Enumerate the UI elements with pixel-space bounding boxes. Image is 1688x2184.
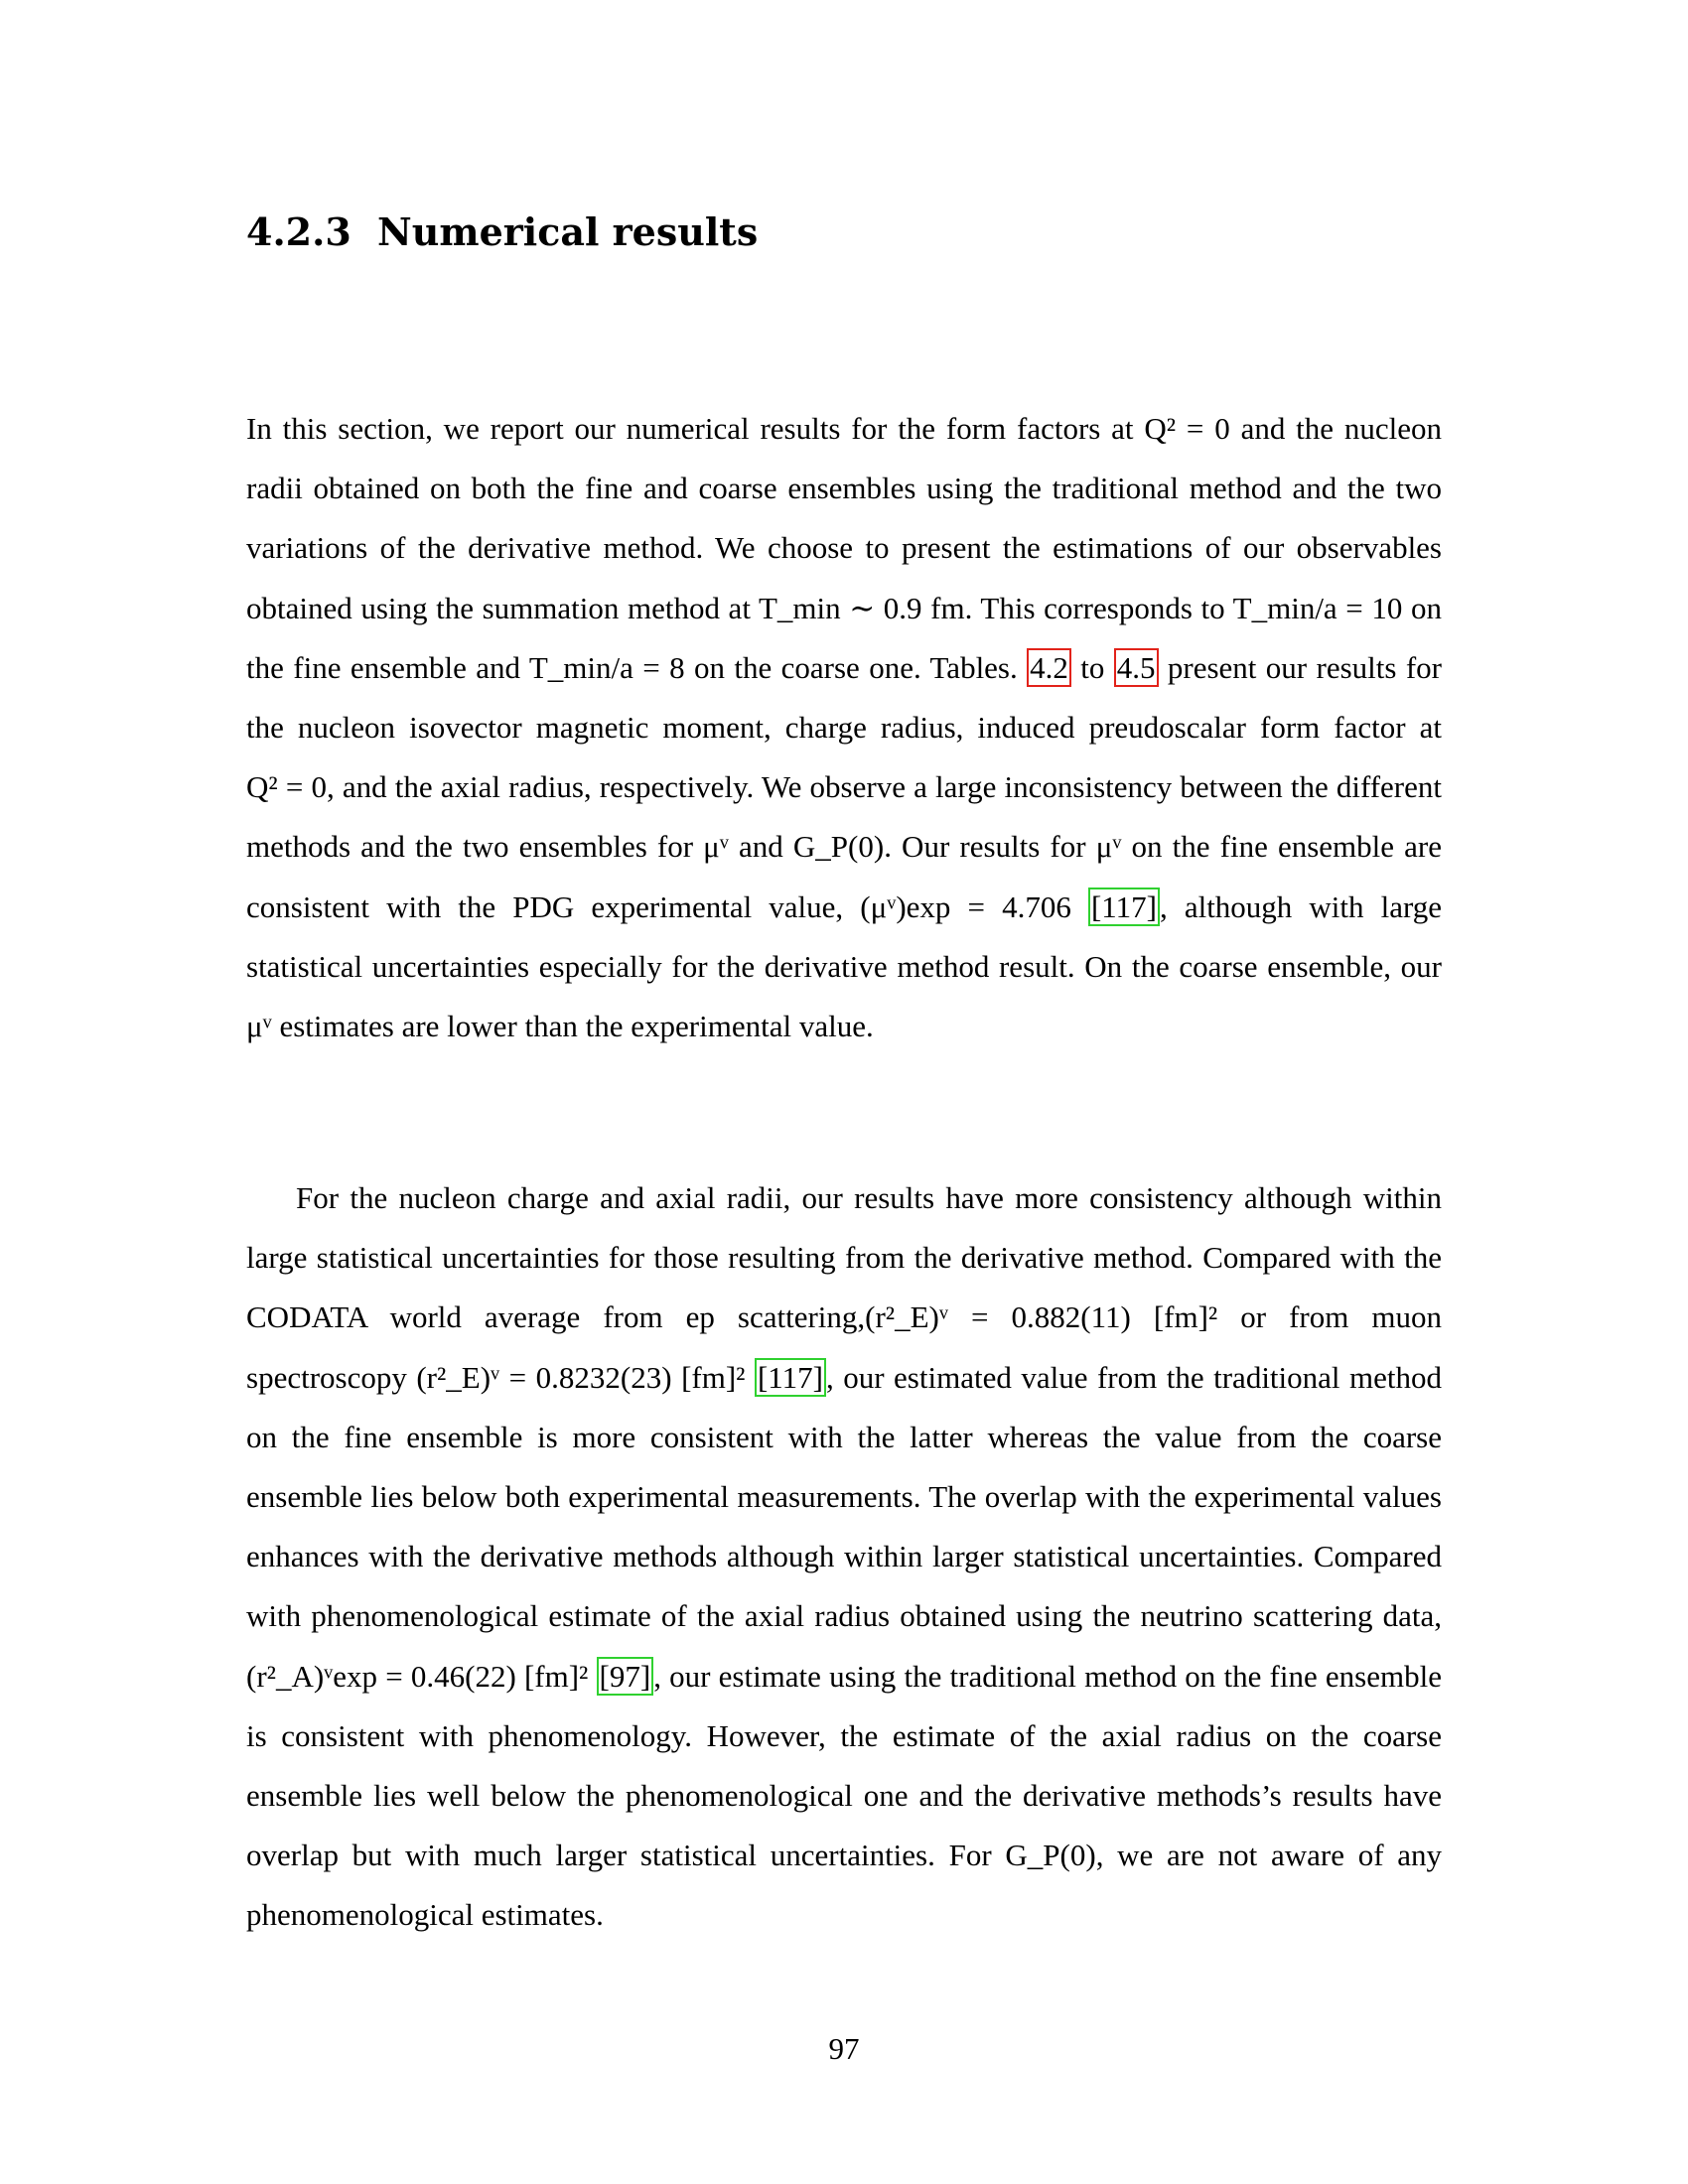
text-run — [745, 1360, 755, 1395]
citation-117[interactable]: [117] — [755, 1358, 826, 1397]
text-run: and the nucleon radii obtained on both the fine and coarse ensembles using the traditional method and the two variations of the derivative method. We choose to present the estimations of our observables obtained using the summation method at — [246, 411, 1443, 625]
table-ref-4-2[interactable]: 4.2 — [1027, 648, 1071, 687]
math-fm-squared: [fm]² — [1153, 1299, 1218, 1335]
text-run: For the nucleon charge and axial radii, our results have more consistency although within large statistical uncertainties for those resulting from the derivative method. Compared with the CODATA world average from ep scattering, — [246, 1180, 1442, 1335]
math-mu-exp: (μᵛ)exp = 4.706 — [860, 888, 1071, 924]
math-q2-zero: Q² = 0 — [246, 769, 327, 805]
math-tmin-fine: T_min/a = 10 — [1232, 590, 1403, 625]
math-mu-v: μᵛ — [703, 829, 729, 865]
math-muon-radius: (r²_E)ᵛ = 0.8232(23) [fm]² — [416, 1359, 746, 1395]
citation-117[interactable]: [117] — [1088, 887, 1160, 926]
text-run: estimates are lower than the experimental value. — [271, 1009, 874, 1044]
citation-97[interactable]: [97] — [597, 1657, 654, 1696]
text-run: and — [728, 829, 793, 865]
text-run: In this section, we report our numerical results for the form factors at — [246, 411, 1145, 446]
math-q2-zero: Q² = 0 — [1144, 411, 1230, 446]
math-mu-v: μᵛ — [1095, 829, 1122, 865]
paragraph-1 — [246, 399, 1442, 1056]
text-run — [1071, 889, 1088, 924]
text-run: , we are not aware of any phenomenological estimates. — [246, 1838, 1443, 1933]
text-run: on the fine ensemble and — [246, 590, 1442, 685]
paragraph-2 — [246, 1168, 1442, 1946]
text-run — [588, 1659, 596, 1694]
math-axial-radius: (r²_A)ᵛexp = 0.46(22) [fm]² — [246, 1658, 589, 1694]
text-run: , our estimate using the traditional method on the fine ensemble is consistent with phenomenology. However, the estimate of the axial radius on the coarse ensemble lies well below the phenomenological one and the derivative methods’s results have overlap but with much larger statistical uncertainties. For — [246, 1658, 1442, 1873]
text-run — [1131, 1299, 1154, 1334]
section-heading — [246, 208, 758, 256]
text-run: , and the axial radius, respectively. We observe a large inconsistency between the different methods and the two ensembles for — [246, 769, 1442, 865]
text-run: , our estimated value from the traditional method on the fine ensemble is more consistent with the latter whereas the value from the coarse ensemble lies below both experimental measurements. The overlap with the experimental values enhances with the derivative methods although within larger statistical uncertainties. Compared with phenomenological estimate of the axial radius obtained using the neutrino scattering data, — [246, 1359, 1443, 1634]
text-run: fm. This corresponds to — [921, 590, 1233, 625]
page-number: 97 — [828, 2031, 860, 2066]
text-run: . Our results for — [884, 829, 1096, 865]
text-run: or from muon spectroscopy — [246, 1299, 1442, 1395]
text-run: present our results for the nucleon isovector magnetic moment, charge radius, induced preudoscalar form factor at — [246, 649, 1442, 746]
math-mu-v: μᵛ — [246, 1009, 272, 1044]
text-run: on the fine ensemble are consistent with the PDG experimental value, — [246, 829, 1442, 924]
table-ref-4-5[interactable]: 4.5 — [1114, 648, 1159, 687]
text-run: , although with large statistical uncertainties especially for the derivative method result. On the coarse ensemble, our — [246, 888, 1443, 984]
math-gp-zero: G_P(0) — [792, 829, 885, 865]
math-tmin-approx: T_min ∼ 0.9 — [758, 590, 922, 625]
math-codata-radius: (r²_E)ᵛ = 0.882(11) — [865, 1299, 1131, 1335]
section-number: 4.2.3 — [246, 209, 352, 254]
text-run: on the coarse one. Tables. — [684, 649, 1028, 685]
math-gp-zero: G_P(0) — [1005, 1838, 1096, 1873]
text-run: to — [1070, 649, 1114, 685]
math-tmin-coarse: T_min/a = 8 — [528, 649, 685, 685]
section-title: Numerical results — [377, 209, 759, 254]
